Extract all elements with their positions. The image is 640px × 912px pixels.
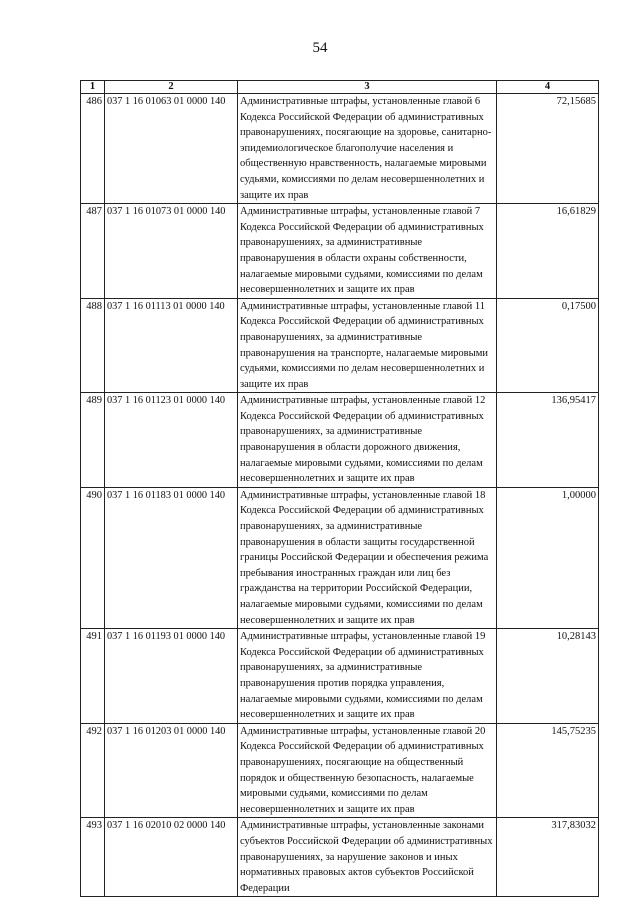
table-row xyxy=(81,723,599,818)
revenue-description: Административные штрафы, установленные главой 19 Кодекса Российской Федерации об административных правонарушениях, за административные правонарушения против порядка управления, налагаемые мировыми судьями, комиссиями по делам несовершеннолетних и защите их прав xyxy=(238,629,497,724)
row-number: 488 xyxy=(81,298,105,393)
column-header-name: 3 xyxy=(238,81,497,94)
table-row xyxy=(81,298,599,393)
row-number: 489 xyxy=(81,393,105,488)
table-row xyxy=(81,204,599,299)
table-row xyxy=(81,818,599,897)
revenue-description: Административные штрафы, установленные главой 11 Кодекса Российской Федерации об административных правонарушениях, за административные правонарушения на транспорте, налагаемые мировыми судьями, комиссиями по делам несовершеннолетних и защите их прав xyxy=(238,298,497,393)
table-row xyxy=(81,94,599,204)
revenue-description: Административные штрафы, установленные главой 7 Кодекса Российской Федерации об административных правонарушениях, за административные правонарушения в области охраны собственности, налагаемые мировыми судьями, комиссиями по делам несовершеннолетних и защите их прав xyxy=(238,204,497,299)
page-number: 54 xyxy=(312,40,328,56)
amount: 317,83032 xyxy=(497,818,599,897)
budget-code: 037 1 16 01073 01 0000 140 xyxy=(105,204,238,299)
row-number: 490 xyxy=(81,487,105,628)
revenue-description: Административные штрафы, установленные главой 12 Кодекса Российской Федерации об административных правонарушениях, за административные правонарушения в области дорожного движения, налагаемые мировыми судьями, комиссиями по делам несовершеннолетних и защите их прав xyxy=(238,393,497,488)
revenue-description: Административные штрафы, установленные главой 6 Кодекса Российской Федерации об административных правонарушениях, посягающие на здоровье, санитарно-эпидемиологическое благополучие населения и общественную нравственность, налагаемые мировыми судьями, комиссиями по делам несовершеннолетних и защите их прав xyxy=(238,94,497,204)
revenue-description: Административные штрафы, установленные главой 20 Кодекса Российской Федерации об административных правонарушениях, посягающие на общественный порядок и общественную безопасность, налагаемые мировыми судьями, комиссиями по делам несовершеннолетних и защите их прав xyxy=(238,723,497,818)
table-body xyxy=(81,94,599,897)
row-number: 491 xyxy=(81,629,105,724)
amount: 0,17500 xyxy=(497,298,599,393)
table-row xyxy=(81,629,599,724)
column-header-sum: 4 xyxy=(497,81,599,94)
row-number: 486 xyxy=(81,94,105,204)
revenue-description: Административные штрафы, установленные главой 18 Кодекса Российской Федерации об административных правонарушениях, за административные правонарушения в области защиты государственной границы Российской Федерации и обеспечения режима пребывания иностранных граждан или лиц без гражданства на территории Российской Федерации, налагаемые мировыми судьями, комиссиями по делам несовершеннолетних и защите их прав xyxy=(238,487,497,628)
revenue-table xyxy=(80,80,599,897)
table-row xyxy=(81,487,599,628)
amount: 16,61829 xyxy=(497,204,599,299)
amount: 72,15685 xyxy=(497,94,599,204)
budget-code: 037 1 16 01123 01 0000 140 xyxy=(105,393,238,488)
row-number: 487 xyxy=(81,204,105,299)
row-number: 492 xyxy=(81,723,105,818)
column-header-number: 1 xyxy=(81,81,105,94)
budget-code: 037 1 16 01183 01 0000 140 xyxy=(105,487,238,628)
budget-code: 037 1 16 01193 01 0000 140 xyxy=(105,629,238,724)
header-row xyxy=(81,81,599,94)
revenue-description: Административные штрафы, установленные законами субъектов Российской Федерации об административных правонарушениях, за нарушение законов и иных нормативных правовых актов субъектов Российской Федерации xyxy=(238,818,497,897)
budget-code: 037 1 16 02010 02 0000 140 xyxy=(105,818,238,897)
budget-code: 037 1 16 01063 01 0000 140 xyxy=(105,94,238,204)
column-header-code: 2 xyxy=(105,81,238,94)
amount: 10,28143 xyxy=(497,629,599,724)
budget-code: 037 1 16 01113 01 0000 140 xyxy=(105,298,238,393)
table-header xyxy=(81,81,599,94)
amount: 136,95417 xyxy=(497,393,599,488)
row-number: 493 xyxy=(81,818,105,897)
amount: 1,00000 xyxy=(497,487,599,628)
amount: 145,75235 xyxy=(497,723,599,818)
table-row xyxy=(81,393,599,488)
budget-code: 037 1 16 01203 01 0000 140 xyxy=(105,723,238,818)
